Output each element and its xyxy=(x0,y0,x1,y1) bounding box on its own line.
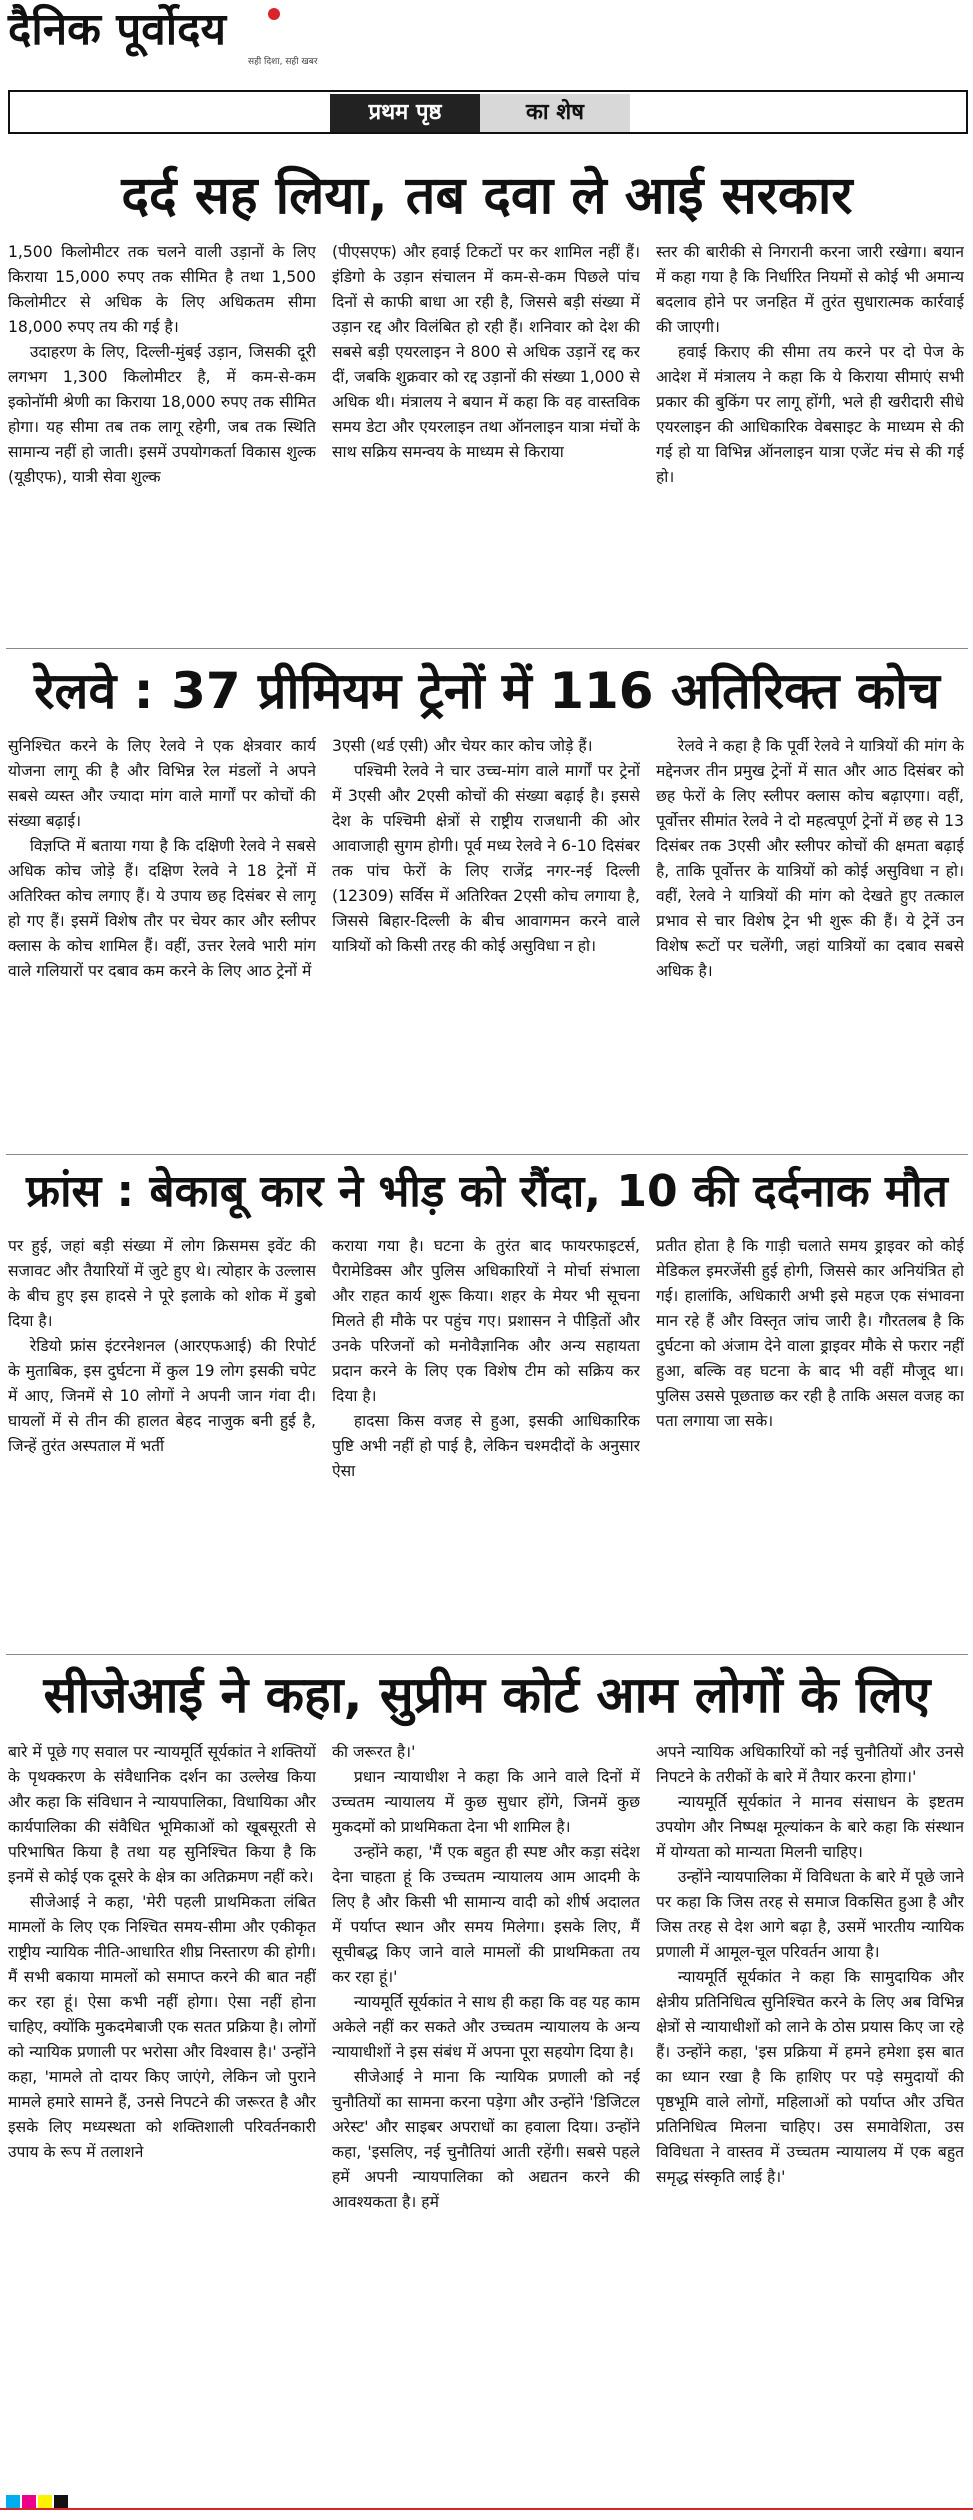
paragraph: उन्होंने न्यायपालिका में विविधता के बारे में पूछे जाने पर कहा कि जिस तरह से समाज विकसित हुआ है और जिस तरह से देश आगे बढ़ा है, उसमें भारतीय न्यायिक प्रणाली में आमूल-चूल परिवर्तन आया है। xyxy=(656,1868,964,1961)
paragraph: हवाई किराए की सीमा तय करने पर दो पेज के आदेश में मंत्रालय ने कहा कि ये किराया सीमाएं सभी प्रकार की बुकिंग पर लागू होंगी, भले ही खरीदारी सीधे एयरलाइन की आधिकारिक वेबसाइट के माध्यम से की गई हो या विभिन्न ऑनलाइन यात्रा एजेंट मंच से की गई हो। xyxy=(656,343,964,486)
headline-france: फ्रांस : बेकाबू कार ने भीड़ को रौंदा, 10 की दर्दनाक मौत xyxy=(26,1166,948,1217)
article-railway-col-1 xyxy=(8,734,316,1146)
article-france-col-3 xyxy=(656,1234,964,1646)
paragraph: पर हुई, जहां बड़ी संख्या में लोग क्रिसमस इवेंट की सजावट और तैयारियों में जुटे हुए थे। त्योहार के उल्लास के बीच हुए इस हादसे ने पूरे इलाके को शोक में डुबो दिया है। xyxy=(8,1237,316,1330)
paragraph: प्रतीत होता है कि गाड़ी चलाते समय ड्राइवर को कोई मेडिकल इमरजेंसी हुई होगी, जिससे कार अनियंत्रित हो गई। हालांकि, अधिकारी अभी इसे महज एक संभावना मान रहे हैं और विस्तृत जांच जारी है। गौरतलब है कि दुर्घटना को अंजाम देने वाला ड्राइवर मौके से फरार नहीं हुआ, बल्कि वह घटना के बाद भी वहीं मौजूद था। पुलिस उससे पूछताछ कर रही है ताकि असल वजह का पता लगाया जा सके। xyxy=(656,1237,964,1430)
paragraph: सीजेआई ने कहा, 'मेरी पहली प्राथमिकता लंबित मामलों के लिए एक निश्चित समय-सीमा और एकीकृत राष्ट्रीय न्यायिक नीति-आधारित शीघ्र निस्तारण की होगी। मैं सभी बकाया मामलों को समाप्त करने की बात नहीं कर रहा हूं। ऐसा कभी नहीं होगा। ऐसा नहीं होना चाहिए, क्योंकि मुकदमेबाजी एक सतत प्रक्रिया है। लोगों को न्यायिक प्रणाली पर भरोसा और विश्वास है।' उन्होंने कहा, 'मामले तो दायर किए जाएंगे, लेकिन जो पुराने मामले हमारे सामने हैं, उनसे निपटने की जरूरत है और इसके लिए मध्यस्थता को शक्तिशाली परिवर्तनकारी उपाय के रूप में तलाशने xyxy=(8,1893,316,2161)
paragraph: सुनिश्चित करने के लिए रेलवे ने एक क्षेत्रवार कार्य योजना लागू की है और विभिन्न रेल मंडलों ने अपने सबसे व्यस्त और ज्यादा मांग वाले मार्गों पर कोचों की संख्या बढ़ाई। xyxy=(8,737,316,830)
paragraph: स्तर की बारीकी से निगरानी करना जारी रखेगा। बयान में कहा गया है कि निर्धारित नियमों से कोई भी अमान्य बदलाव होने पर जनहित में तुरंत सुधारात्मक कार्रवाई की जाएगी। xyxy=(656,243,964,336)
paragraph: अपने न्यायिक अधिकारियों को नई चुनौतियों और उनसे निपटने के तरीकों के बारे में तैयार करना होगा।' xyxy=(656,1743,964,1786)
masthead xyxy=(0,0,973,86)
headline-airfare: दर्द सह लिया, तब दवा ले आई सरकार xyxy=(121,166,853,226)
paragraph: उन्होंने कहा, 'मैं एक बहुत ही स्पष्ट और कड़ा संदेश देना चाहता हूं कि उच्चतम न्यायालय आम आदमी के लिए है और किसी भी सामान्य वादी को शीर्ष अदालत में पर्याप्त स्थान और समय मिलेगा। इसके लिए, मैं सूचीबद्ध किए जाने वाले मामलों की प्राथमिकता तय कर रहा हूं।' xyxy=(332,1843,640,1986)
article-railway-col-3 xyxy=(656,734,964,1146)
article-cji-col-2 xyxy=(332,1740,640,2480)
paragraph: 1,500 किलोमीटर तक चलने वाली उड़ानों के लिए किराया 15,000 रुपए तक सीमित है तथा 1,500 किलोमीटर से अधिक के लिए अधिकतम सीमा 18,000 रुपए तय की गई है। xyxy=(8,243,316,336)
paragraph: उदाहरण के लिए, दिल्ली-मुंबई उड़ान, जिसकी दूरी लगभग 1,300 किलोमीटर है, में कम-से-कम इकोनॉमी श्रेणी का किराया 18,000 रुपए तक सीमित होगा। यह सीमा तब तक लागू रहेगी, जब तक स्थिति सामान्य नहीं हो जाती। इसमें उपयोगकर्ता विकास शुल्क (यूडीएफ), यात्री सेवा शुल्क xyxy=(8,343,316,486)
article-airfare-col-3 xyxy=(656,240,964,640)
logo-tagline: सही दिशा, सही खबर xyxy=(248,57,318,67)
paragraph: रेडियो फ्रांस इंटरनेशनल (आरएफआई) की रिपोर्ट के मुताबिक, इस दुर्घटना में कुल 19 लोग इसकी चपेट में आए, जिनमें से 10 लोगों ने अपनी जान गंवा दी। घायलों में से तीन की हालत बेहद नाजुक बनी हुई है, जिन्हें तुरंत अस्पताल में भर्ती xyxy=(8,1337,316,1455)
article-railway-col-2 xyxy=(332,734,640,1146)
paragraph: रेलवे ने कहा है कि पूर्वी रेलवे ने यात्रियों की मांग के मद्देनजर तीन प्रमुख ट्रेनों में सात और आठ दिसंबर को छह फेरों के लिए स्लीपर क्लास कोच बढ़ाएगा। वहीं, पूर्वोत्तर सीमांत रेलवे ने दो महत्वपूर्ण ट्रेनों में छह से 13 दिसंबर तक 3एसी और स्लीपर कोचों की क्षमता बढ़ाई है, ताकि पूर्वोत्तर के यात्रियों को कोई असुविधा न हो। वहीं, रेलवे ने यात्रियों की मांग को देखते हुए तत्काल प्रभाव से चार विशेष ट्रेन भी शुरू की हैं। ये ट्रेनें उन विशेष रूटों पर चलेंगी, जहां यात्रियों का दबाव सबसे अधिक है। xyxy=(656,737,964,980)
paragraph: हादसा किस वजह से हुआ, इसकी आधिकारिक पुष्टि अभी नहीं हो पाई है, लेकिन चश्मदीदों के अनुसार ऐसा xyxy=(332,1412,640,1480)
headline-cji: सीजेआई ने कहा, सुप्रीम कोर्ट आम लोगों के लिए xyxy=(43,1666,931,1724)
article-cji-col-3 xyxy=(656,1740,964,2480)
paragraph: न्यायमूर्ति सूर्यकांत ने कहा कि सामुदायिक और क्षेत्रीय प्रतिनिधित्व सुनिश्चित करने के लिए अब विभिन्न क्षेत्रों से न्यायाधीशों को लाने के ठोस प्रयास किए जा रहे हैं। उन्होंने कहा, 'इस प्रक्रिया में हमने हमेशा इस बात का ध्यान रखा है कि हाशिए पर पड़े समुदायों की पृष्ठभूमि वाले लोगों, महिलाओं को पर्याप्त और उचित प्रतिनिधित्व मिलना चाहिए। उस समावेशिता, उस विविधता ने वास्तव में उच्चतम न्यायालय में एक बहुत समृद्ध संस्कृति लाई है।' xyxy=(656,1968,964,2186)
article-cji-col-1 xyxy=(8,1740,316,2480)
paragraph: प्रधान न्यायाधीश ने कहा कि आने वाले दिनों में उच्चतम न्यायालय में कुछ सुधार होंगे, जिनमें कुछ मुकदमों को प्राथमिकता देना भी शामिल है। xyxy=(332,1768,640,1836)
print-mark-yellow xyxy=(38,2495,52,2509)
divider xyxy=(6,1654,968,1655)
article-airfare-col-2 xyxy=(332,240,640,640)
paragraph: 3एसी (थर्ड एसी) और चेयर कार कोच जोड़े हैं। xyxy=(332,737,593,755)
paragraph: विज्ञप्ति में बताया गया है कि दक्षिणी रेलवे ने सबसे अधिक कोच जोड़े हैं। दक्षिण रेलवे ने 18 ट्रेनों में अतिरिक्त कोच लगाए हैं। ये उपाय छह दिसंबर से लागू हो गए हैं। इसमें विशेष तौर पर चेयर कार और स्लीपर क्लास के कोच शामिल हैं। वहीं, उत्तर रेलवे भारी मांग वाले गलियारों पर दबाव कम करने के लिए आठ ट्रेनों में xyxy=(8,837,316,980)
print-mark-magenta xyxy=(22,2495,36,2509)
divider xyxy=(6,648,968,649)
paragraph: (पीएसएफ) और हवाई टिकटों पर कर शामिल नहीं हैं। इंडिगो के उड़ान संचालन में कम-से-कम पिछले पांच दिनों से काफी बाधा आ रही है, जिससे बड़ी संख्या में उड़ान रद्द और विलंबित हो रही हैं। शनिवार को देश की सबसे बड़ी एयरलाइन ने 800 से अधिक उड़ानें रद्द कर दीं, जबकि शुक्रवार को रद्द उड़ानों की संख्या 1,000 से अधिक थी। मंत्रालय ने बयान में कहा कि वह वास्तविक समय डेटा और एयरलाइन तथा ऑनलाइन यात्रा मंचों के साथ सक्रिय समन्वय के माध्यम से किराया xyxy=(332,243,640,461)
paragraph: न्यायमूर्ति सूर्यकांत ने साथ ही कहा कि वह यह काम अकेले नहीं कर सकते और उच्चतम न्यायालय के अन्य न्यायाधीशों ने इस संबंध में अपना पूरा सहयोग दिया है। xyxy=(332,1993,640,2061)
footer-rule xyxy=(0,2508,973,2510)
print-mark-cyan xyxy=(6,2495,20,2509)
newspaper-logo: दैनिक पूर्वोदय xyxy=(8,4,227,55)
print-mark-black xyxy=(54,2495,68,2509)
article-france-col-1 xyxy=(8,1234,316,1646)
divider xyxy=(6,1154,968,1155)
headline-railway: रेलवे : 37 प्रीमियम ट्रेनों में 116 अतिरिक्त कोच xyxy=(34,662,940,720)
paragraph: सीजेआई ने माना कि न्यायिक प्रणाली को नई चुनौतियों का सामना करना पड़ेगा और उन्होंने 'डिजिटल अरेस्ट' और साइबर अपराधों का हवाला दिया। उन्होंने कहा, 'इसलिए, नई चुनौतियां आती रहेंगी। सबसे पहले हमें अपनी न्यायपालिका को अद्यतन करने की आवश्यकता है। हमें xyxy=(332,2068,640,2211)
article-france-col-2 xyxy=(332,1234,640,1646)
paragraph: की जरूरत है।' xyxy=(332,1743,416,1761)
article-airfare-col-1 xyxy=(8,240,316,640)
paragraph: बारे में पूछे गए सवाल पर न्यायमूर्ति सूर्यकांत ने शक्तियों के पृथक्करण के संवैधानिक दर्शन का उल्लेख किया और कहा कि संविधान ने न्यायपालिका, विधायिका और कार्यपालिका की संवैधित भूमिकाओं को खूबसूरती से परिभाषित किया है तथा यह सुनिश्चित किया है कि इनमें से कोई एक दूसरे के क्षेत्र का अतिक्रमण नहीं करे। xyxy=(8,1743,316,1886)
logo-sun-icon xyxy=(268,8,280,20)
section-label-front-page: प्रथम पृष्ठ xyxy=(330,94,480,132)
paragraph: पश्चिमी रेलवे ने चार उच्च-मांग वाले मार्गों पर ट्रेनों में 3एसी और 2एसी कोचों की संख्या बढ़ाई है। इससे देश के पश्चिमी क्षेत्रों से राष्ट्रीय राजधानी की ओर आवाजाही सुगम होगी। पूर्व मध्य रेलवे ने 6-10 दिसंबर तक पांच फेरों के लिए राजेंद्र नगर-नई दिल्ली (12309) सर्विस में अतिरिक्त 2एसी कोच लगाया है, जिससे बिहार-दिल्ली के बीच आवागमन करने वाले यात्रियों को किसी तरह की कोई असुविधा न हो। xyxy=(332,762,640,955)
paragraph: न्यायमूर्ति सूर्यकांत ने मानव संसाधन के इष्टतम उपयोग और निष्पक्ष मूल्यांकन के बारे कहा कि संस्थान में योग्यता को मान्यता मिलनी चाहिए। xyxy=(656,1793,964,1861)
paragraph: कराया गया है। घटना के तुरंत बाद फायरफाइटर्स, पैरामेडिक्स और पुलिस अधिकारियों ने मोर्चा संभाला और राहत कार्य शुरू किया। शहर के मेयर भी सूचना मिलते ही मौके पर पहुंच गए। प्रशासन ने पीड़ितों और उनके परिजनों को मनोवैज्ञानिक और अन्य सहायता प्रदान करने के लिए एक विशेष टीम को सक्रिय कर दिया है। xyxy=(332,1237,640,1405)
section-label-continued: का शेष xyxy=(480,94,630,132)
